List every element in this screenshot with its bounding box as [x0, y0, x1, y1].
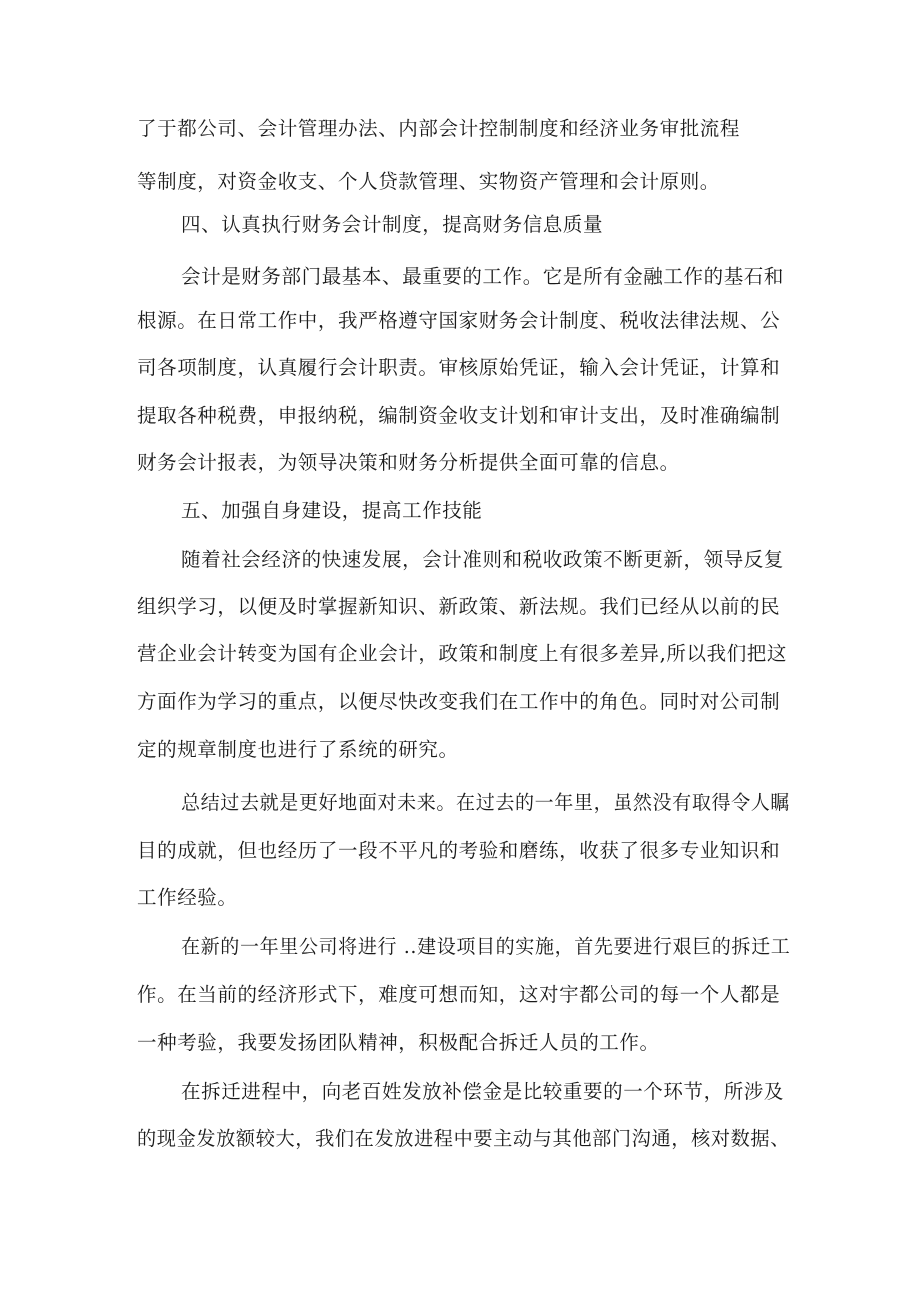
text-line: 财务会计报表，为领导决策和财务分析提供全面可靠的信息。 — [137, 451, 680, 474]
text-line: 的现金发放额较大，我们在发放进程中要主动与其他部门沟通，核对数据、 — [137, 1127, 790, 1150]
section-heading-4: 四、认真执行财务会计制度，提高财务信息质量 — [181, 213, 604, 236]
text-line: 组织学习，以便及时掌握新知识、新政策、新法规。我们已经从以前的民 — [137, 595, 781, 618]
text-line: 总结过去就是更好地面对未来。在过去的一年里，虽然没有取得令人瞩 — [181, 792, 791, 814]
text-line: 等制度，对资金收支、个人贷款管理、实物资产管理和会计原则。 — [137, 170, 720, 193]
text-line: 方面作为学习的重点，以便尽快改变我们在工作中的角色。同时对公司制 — [137, 690, 781, 713]
text-line: 会计是财务部门最基本、最重要的工作。它是所有金融工作的基石和 — [181, 265, 785, 288]
text-line: 作。在当前的经济形式下，难度可想而知，这对宇都公司的每一个人都是 — [137, 983, 781, 1006]
text-line: 随着社会经济的快速发展，会计准则和税收政策不断更新，领导反复 — [181, 548, 785, 571]
section-heading-5: 五、加强自身建设，提高工作技能 — [181, 499, 483, 522]
text-line: 定的规章制度也进行了系统的研究。 — [137, 738, 459, 761]
text-line: 提取各种税费，申报纳税，编制资金收支计划和审计支出，及时准确编制 — [137, 404, 781, 427]
text-line: 营企业会计转变为国有企业会计，政策和制度上有很多差异,所以我们把这 — [137, 642, 787, 665]
text-line: 了于都公司、会计管理办法、内部会计控制制度和经济业务审批流程 — [137, 117, 741, 140]
text-line: 工作经验。 — [137, 886, 238, 909]
text-line: 在拆迁进程中，向老百姓发放补偿金是比较重要的一个环节，所涉及 — [181, 1080, 785, 1103]
text-line: 目的成就，但也经历了一段不平凡的考验和磨练，收获了很多专业知识和 — [137, 839, 781, 862]
text-line: 一种考验，我要发扬团队精神，积极配合拆迁人员的工作。 — [137, 1031, 660, 1054]
text-line: 在新的一年里公司将进行 ..建设项目的实施，首先要进行艰巨的拆迁工 — [181, 936, 791, 958]
text-line: 司各项制度，认真履行会计职责。审核原始凭证，输入会计凭证，计算和 — [137, 356, 781, 379]
text-line: 根源。在日常工作中，我严格遵守国家财务会计制度、税收法律法规、公 — [137, 309, 781, 332]
